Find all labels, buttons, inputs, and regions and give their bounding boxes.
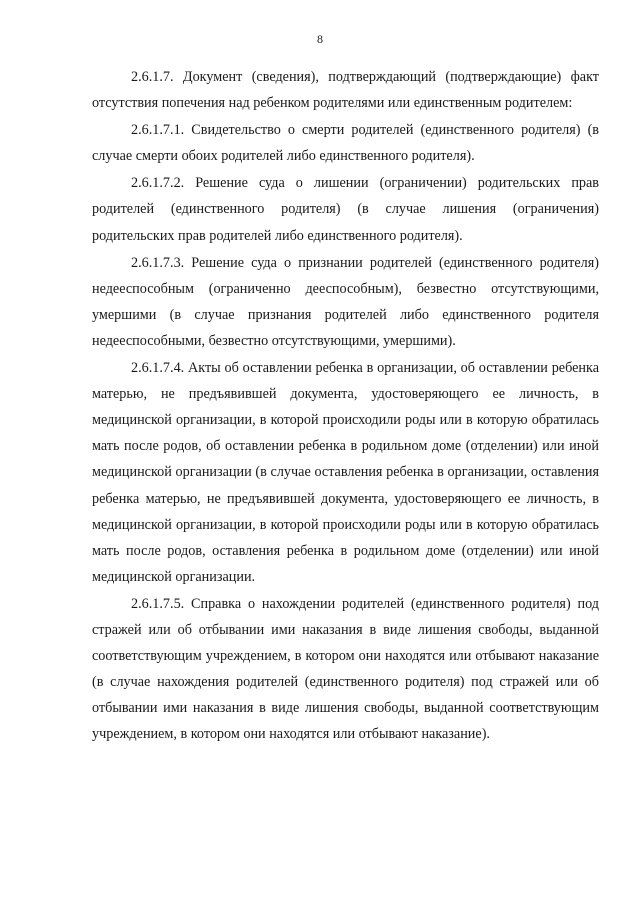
paragraph-2-6-1-7-5: 2.6.1.7.5. Справка о нахождении родителей (единственного родителя) под стражей или об отбывании ими наказания в виде лишения свободы, выданной соответствующим учреждением, в котором они находятся или отбывают наказание (в случае нахождения родителей (единственного родителя) под стражей или об отбывании ими наказания в виде лишения свободы, выданной соответствующим учреждением, в котором они находятся или отбывают наказание). bbox=[92, 595, 599, 743]
paragraph-2-6-1-7-2: 2.6.1.7.2. Решение суда о лишении (ограничении) родительских прав родителей (единственного родителя) (в случае лишения (ограничения) родительских прав родителей либо единственного родителя). bbox=[92, 175, 599, 244]
document-body bbox=[92, 64, 599, 747]
paragraph-2-6-1-7: 2.6.1.7. Документ (сведения), подтверждающий (подтверждающие) факт отсутствия попечения над ребенком родителями или единственным родителем: bbox=[92, 69, 599, 112]
paragraph-2-6-1-7-1: 2.6.1.7.1. Свидетельство о смерти родителей (единственного родителя) (в случае смерти обоих родителей либо единственного родителя). bbox=[92, 122, 599, 165]
page-number: 8 bbox=[317, 32, 323, 46]
paragraph-2-6-1-7-3: 2.6.1.7.3. Решение суда о признании родителей (единственного родителя) недееспособным (ограниченно дееспособным), безвестно отсутствующими, умершими (в случае признания родителей либо единственного родителя недееспособными, безвестно отсутствующими, умершими). bbox=[92, 254, 599, 349]
paragraph-2-6-1-7-4: 2.6.1.7.4. Акты об оставлении ребенка в организации, об оставлении ребенка матерью, не предъявившей документа, удостоверяющего ее личность, в медицинской организации, в которой происходили роды или в которую обратилась мать после родов, об оставлении ребенка в родильном доме (отделении) или иной медицинской организации (в случае оставления ребенка в организации, оставления ребенка матерью, не предъявившей документа, удостоверяющего ее личность, в медицинской организации, в которой происходили роды или в которую обратилась мать после родов, оставления ребенка в родильном доме (отделении) или иной медицинской организации. bbox=[92, 360, 599, 585]
